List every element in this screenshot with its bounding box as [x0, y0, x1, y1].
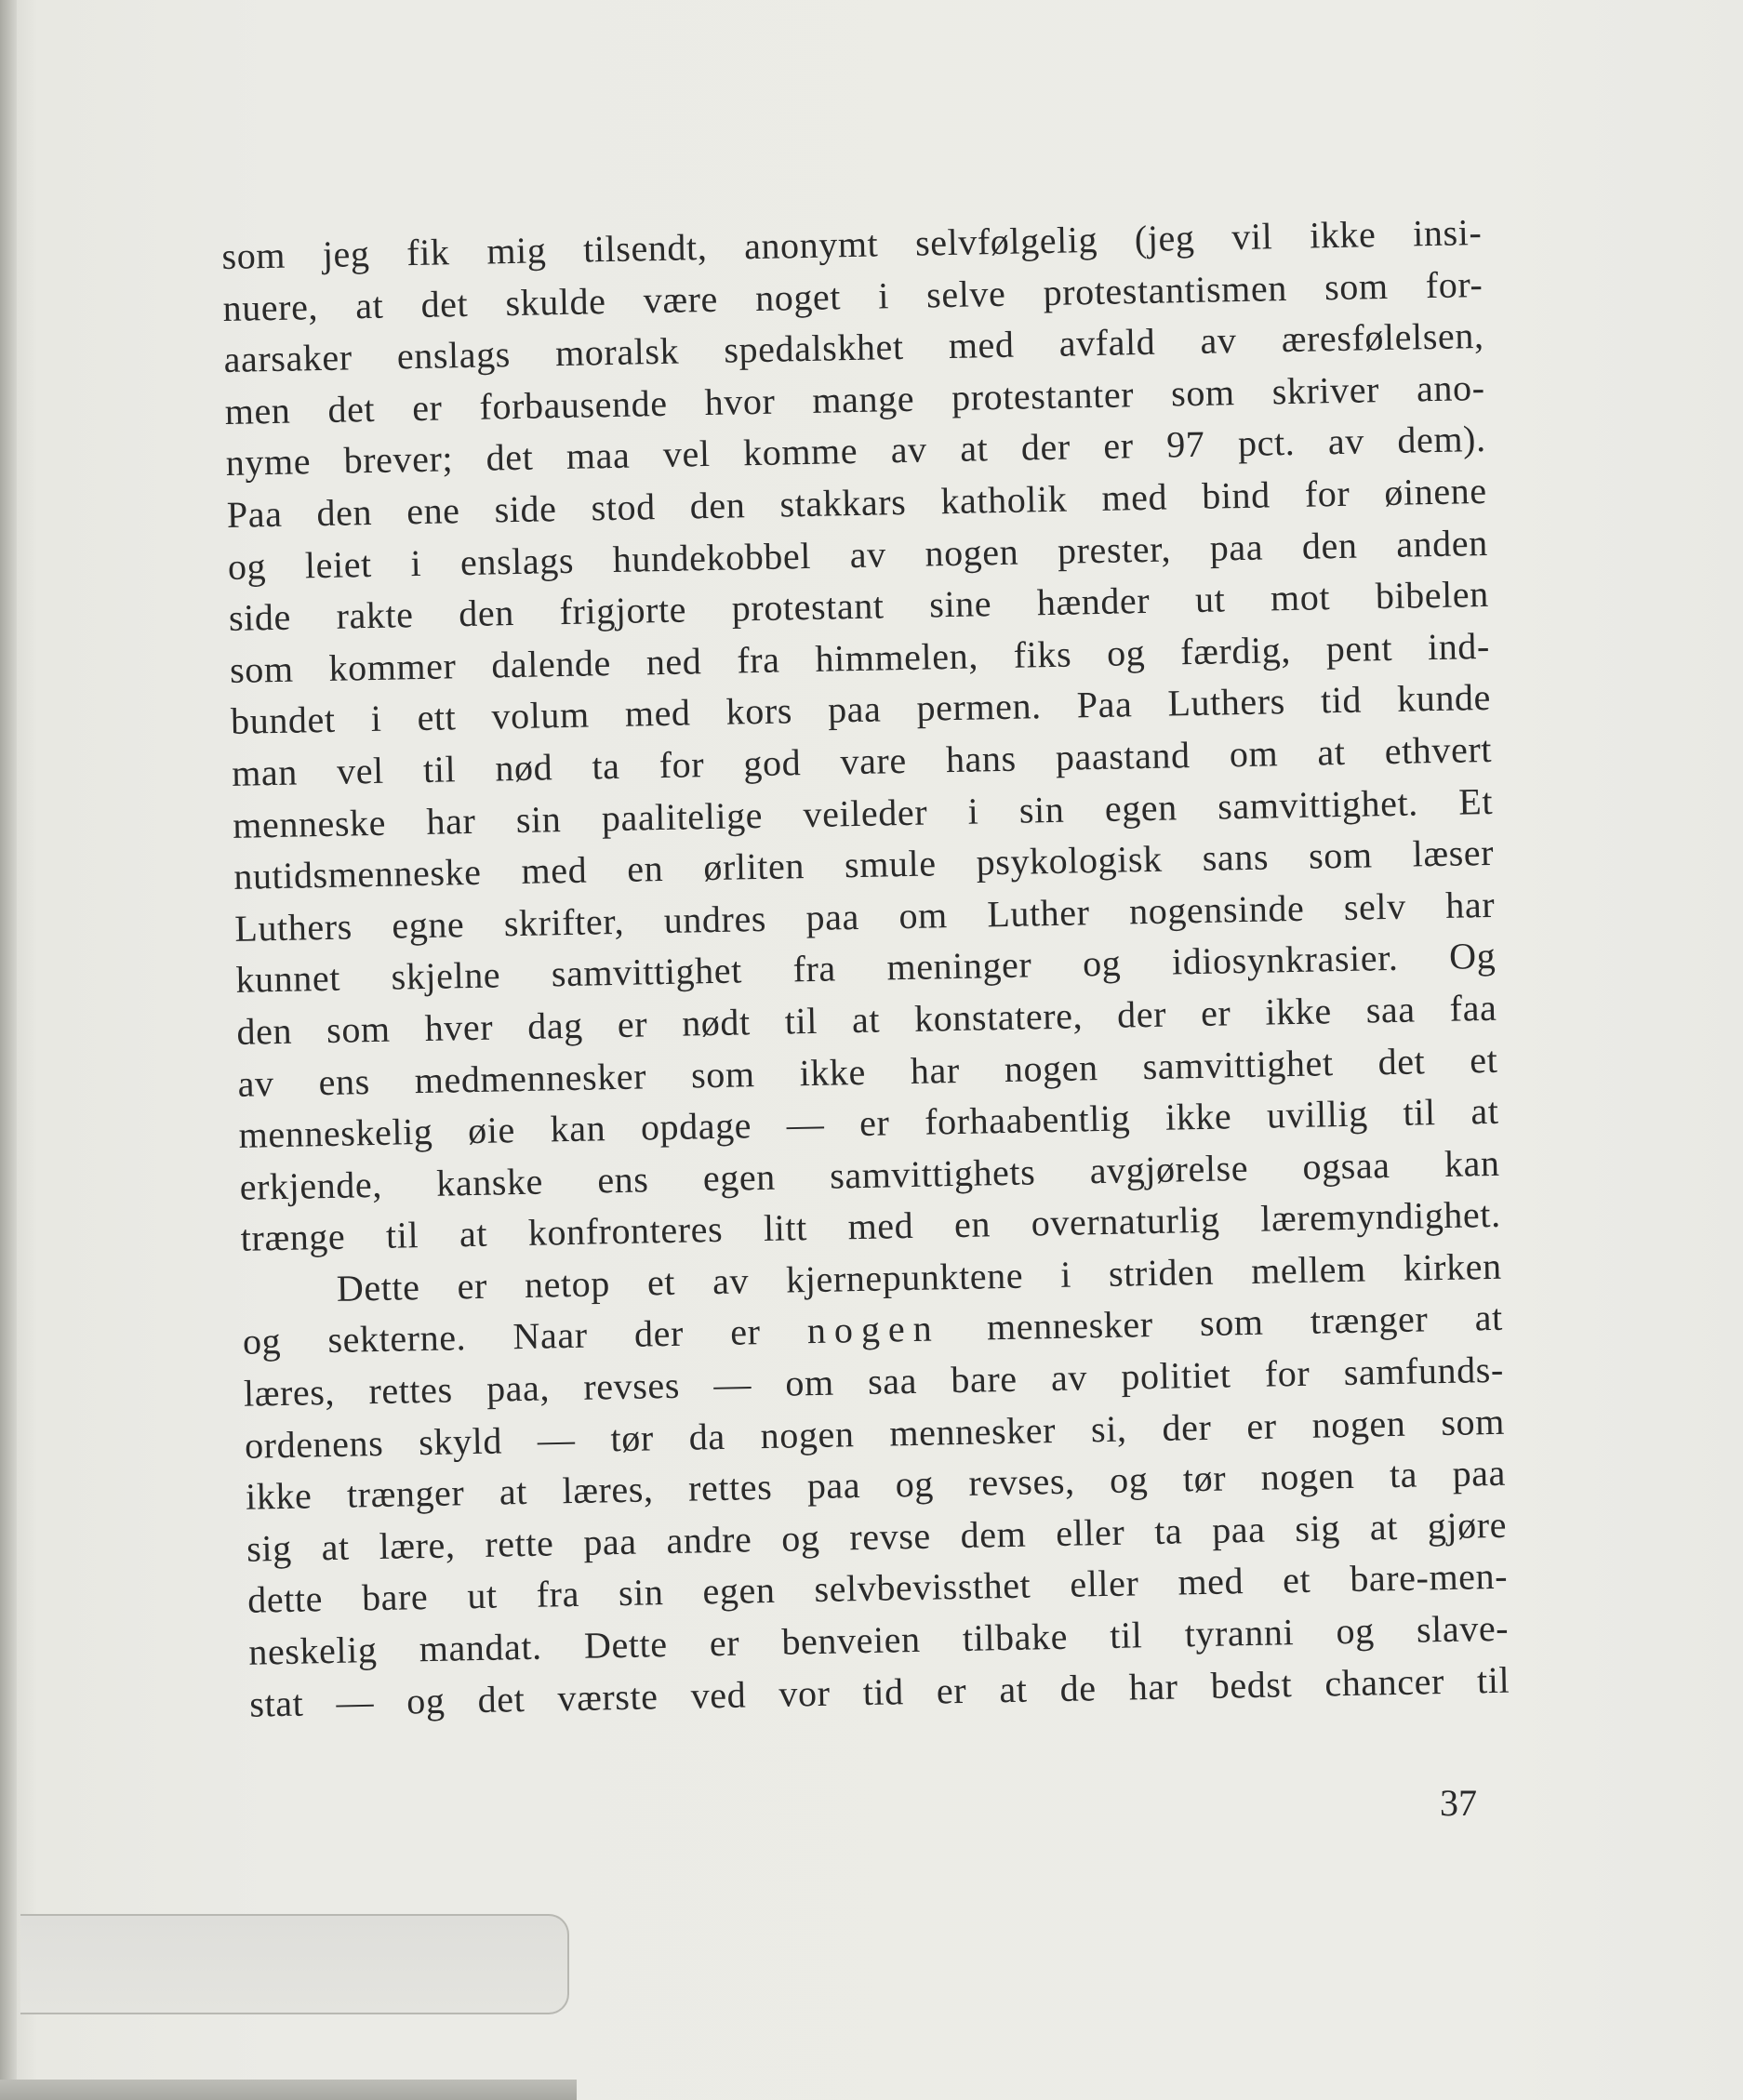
- text-line: av ens medmennesker som ikke har nogen samvittighet det et: [237, 1038, 1498, 1105]
- text-line: erkjende, kanske ens egen samvittighets avgjørelse ogsaa kan: [239, 1141, 1500, 1208]
- text-line: trænge til at konfronteres litt med en overnaturlig læremyndighet.: [240, 1193, 1501, 1260]
- text-line: ikke trænger at læres, rettes paa og revses, og tør nogen ta paa: [245, 1451, 1507, 1518]
- text-line: aarsaker enslags moralsk spedalskhet med avfald av æresfølelsen,: [223, 314, 1484, 381]
- body-text: [221, 206, 1510, 1730]
- text-line: den som hver dag er nødt til at konstatere, der er ikke saa faa: [236, 986, 1497, 1053]
- text-line: Paa den ene side stod den stakkars katholik med bind for øinene: [226, 469, 1488, 536]
- text-line: stat — og det værste ved vor tid er at de har bedst chancer til: [248, 1658, 1510, 1725]
- text-line: menneskelig øie kan opdage — er forhaabentlig ikke uvillig til at: [238, 1089, 1499, 1156]
- text-line: ordenens skyld — tør da nogen mennesker si, der er nogen som: [244, 1400, 1506, 1467]
- text-fragment: og sekterne. Naar der er: [242, 1309, 808, 1363]
- text-line: som kommer dalende ned fra himmelen, fiks og færdig, pent ind-: [229, 624, 1491, 691]
- text-line: bundet i ett volum med kors paa permen. Paa Luthers tid kunde: [230, 676, 1492, 743]
- paragraph-start-line: Dette er netop et av kjernepunktene i striden mellem kirken: [336, 1244, 1503, 1309]
- text-fragment: mennesker som trænger at: [939, 1296, 1504, 1349]
- text-line: neskelig mandat. Dette er benveien tilbake til tyranni og slave-: [247, 1606, 1510, 1673]
- text-line: men det er forbausende hvor mange protestanter som skriver ano-: [224, 366, 1485, 432]
- text-line: og leiet i enslags hundekobbel av nogen prester, paa den anden: [227, 521, 1489, 588]
- library-label-outline: [20, 1914, 569, 2014]
- page-number: 37: [1440, 1782, 1477, 1824]
- text-line: side rakte den frigjorte protestant sine hænder ut mot bibelen: [228, 573, 1490, 640]
- text-line: sig at lære, rette paa andre og revse dem eller ta paa sig at gjøre: [246, 1503, 1508, 1570]
- text-line: nyme brever; det maa vel komme av at der er 97 pct. av dem).: [225, 418, 1486, 485]
- text-line: læres, rettes paa, revses — om saa bare av politiet for samfunds-: [243, 1348, 1505, 1415]
- text-line: kunnet skjelne samvittighet fra meninger og idiosynkrasier. Og: [235, 935, 1497, 1002]
- text-line: Luthers egne skrifter, undres paa om Luther nogensinde selv har: [233, 883, 1496, 950]
- text-line: dette bare ut fra sin egen selvbevissthet eller med et bare-men-: [246, 1555, 1509, 1622]
- text-line: som jeg fik mig tilsendt, anonymt selvfølgelig (jeg vil ikke insi-: [221, 210, 1483, 277]
- book-spine-shadow: [0, 0, 17, 2100]
- emphasized-word: nogen: [806, 1307, 941, 1352]
- text-line: man vel til nød ta for god vare hans paastand om at ethvert: [231, 727, 1493, 794]
- scan-edge-strip: [0, 2080, 577, 2100]
- text-line: menneske har sin paalitelige veileder i sin egen samvittighet. Et: [232, 779, 1494, 846]
- text-line: nutidsmenneske med en ørliten smule psykologisk sans som læser: [233, 831, 1495, 897]
- text-line: nuere, at det skulde være noget i selve protestantismen som for-: [222, 262, 1484, 329]
